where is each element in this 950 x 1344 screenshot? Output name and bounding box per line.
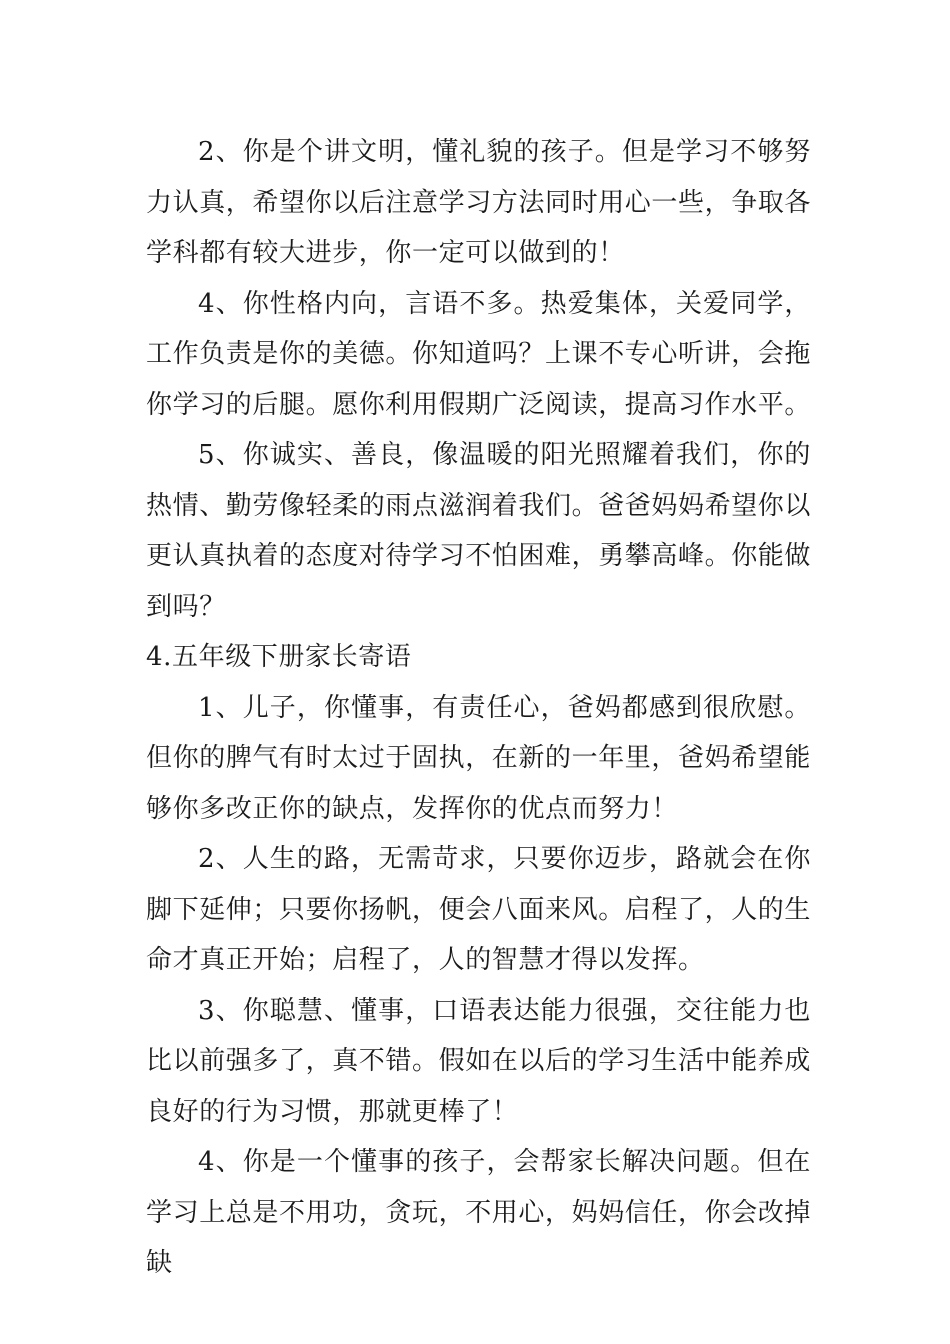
paragraph-comment-4: 4、你性格内向，言语不多。热爱集体，关爱同学，工作负责是你的美德。你知道吗？上课不专心听讲，会拖你学习的后腿。愿你利用假期广泛阅读，提高习作水平。 <box>146 288 812 420</box>
paragraph-message-4: 4、你是一个懂事的孩子，会帮家长解决问题。但在学习上总是不用功，贪玩，不用心，妈妈信任，你会改掉缺 <box>146 1147 812 1278</box>
paragraph-message-3: 3、你聪慧、懂事，口语表达能力很强，交往能力也比以前强多了，真不错。假如在以后的学习生活中能养成良好的行为习惯，那就更棒了！ <box>146 995 812 1127</box>
paragraph-comment-2: 2、你是个讲文明，懂礼貌的孩子。但是学习不够努力认真，希望你以后注意学习方法同时用心一些，争取各学科都有较大进步，你一定可以做到的！ <box>146 137 812 268</box>
paragraph-comment-5: 5、你诚实、善良，像温暖的阳光照耀着我们，你的热情、勤劳像轻柔的雨点滋润着我们。爸爸妈妈希望你以更认真执着的态度对待学习不怕困难，勇攀高峰。你能做到吗？ <box>146 440 812 622</box>
section-heading: 4.五年级下册家长寄语 <box>146 642 412 672</box>
document-body <box>146 127 811 1289</box>
paragraph-message-2: 2、人生的路，无需苛求，只要你迈步，路就会在你脚下延伸；只要你扬帆，便会八面来风。启程了，人的生命才真正开始；启程了，人的智慧才得以发挥。 <box>146 844 812 975</box>
paragraph-message-1: 1、儿子，你懂事，有责任心，爸妈都感到很欣慰。但你的脾气有时太过于固执，在新的一年里，爸妈希望能够你多改正你的缺点，发挥你的优点而努力！ <box>146 692 812 824</box>
